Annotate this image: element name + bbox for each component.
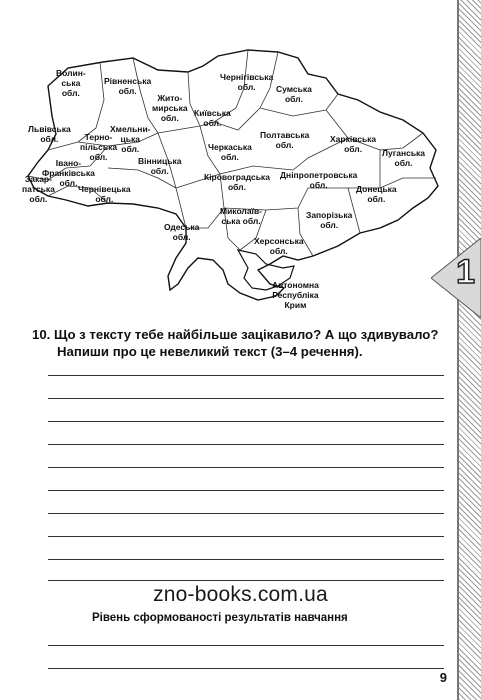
answer-line[interactable] xyxy=(48,580,444,581)
watermark: zno-books.com.ua xyxy=(153,583,328,606)
region-label-donetsk: Донецька обл. xyxy=(356,184,397,204)
assessment-line[interactable] xyxy=(48,645,444,646)
region-label-mykolaiv: Миколаїв- ська обл. xyxy=(220,206,263,226)
chapter-number: 1 xyxy=(456,253,475,291)
region-label-chernivtsi: Чернівецька обл. xyxy=(78,184,131,204)
answer-line[interactable] xyxy=(48,421,444,422)
assessment-label: Рівень сформованості результатів навчання xyxy=(92,612,348,624)
task-number: 10. xyxy=(32,327,51,342)
task-10 xyxy=(32,326,452,360)
region-label-kyiv: Київська обл. xyxy=(194,108,231,128)
answer-line[interactable] xyxy=(48,444,444,445)
region-label-luhansk: Луганська обл. xyxy=(382,148,426,168)
region-label-ternopil: Терно- пільська обл. xyxy=(80,132,118,162)
region-label-zhytomyr: Жито- мирська обл. xyxy=(152,93,188,123)
assessment-line[interactable] xyxy=(48,668,444,669)
answer-line[interactable] xyxy=(48,375,444,376)
region-label-dnipropetrovsk: Дніпропетровська обл. xyxy=(280,170,358,190)
region-label-sumy: Сумська обл. xyxy=(276,84,312,104)
answer-line[interactable] xyxy=(48,513,444,514)
region-label-kirovohrad: Кіровоградська обл. xyxy=(204,172,270,192)
region-label-poltava: Полтавська обл. xyxy=(260,130,310,150)
region-label-ivano-frankivsk: Івано- Франківська обл. xyxy=(42,158,95,188)
page-number: 9 xyxy=(439,670,447,685)
region-label-cherkasy: Черкаська обл. xyxy=(208,142,252,162)
region-label-volyn: Волин- ська обл. xyxy=(56,68,86,98)
answer-line[interactable] xyxy=(48,467,444,468)
answer-line[interactable] xyxy=(48,398,444,399)
region-label-odesa: Одеська обл. xyxy=(164,222,200,242)
region-label-zakarpattia: Закар- патська обл. xyxy=(22,174,55,204)
task-question-line2: Напиши про це невеликий текст (3–4 речення). xyxy=(57,344,363,359)
answer-line[interactable] xyxy=(48,490,444,491)
region-label-lviv: Львівська обл. xyxy=(28,124,71,144)
region-label-crimea: Автономна Республіка Крим xyxy=(272,280,319,310)
region-label-vinnytsia: Вінницька обл. xyxy=(138,156,182,176)
region-label-khmelnytskyi: Хмельни- цька обл. xyxy=(110,124,151,154)
answer-line[interactable] xyxy=(48,559,444,560)
task-question-line1: Що з тексту тебе найбільше зацікавило? А що здивувало? xyxy=(54,327,439,342)
region-label-rivne: Рівненська обл. xyxy=(104,76,152,96)
region-label-kherson: Херсонська обл. xyxy=(254,236,304,256)
answer-line[interactable] xyxy=(48,536,444,537)
region-label-zaporizhzhia: Запорізька обл. xyxy=(306,210,353,230)
ukraine-map xyxy=(8,38,448,308)
region-label-kharkiv: Харківська обл. xyxy=(330,134,377,154)
region-label-chernihiv: Чернігівська обл. xyxy=(220,72,274,92)
